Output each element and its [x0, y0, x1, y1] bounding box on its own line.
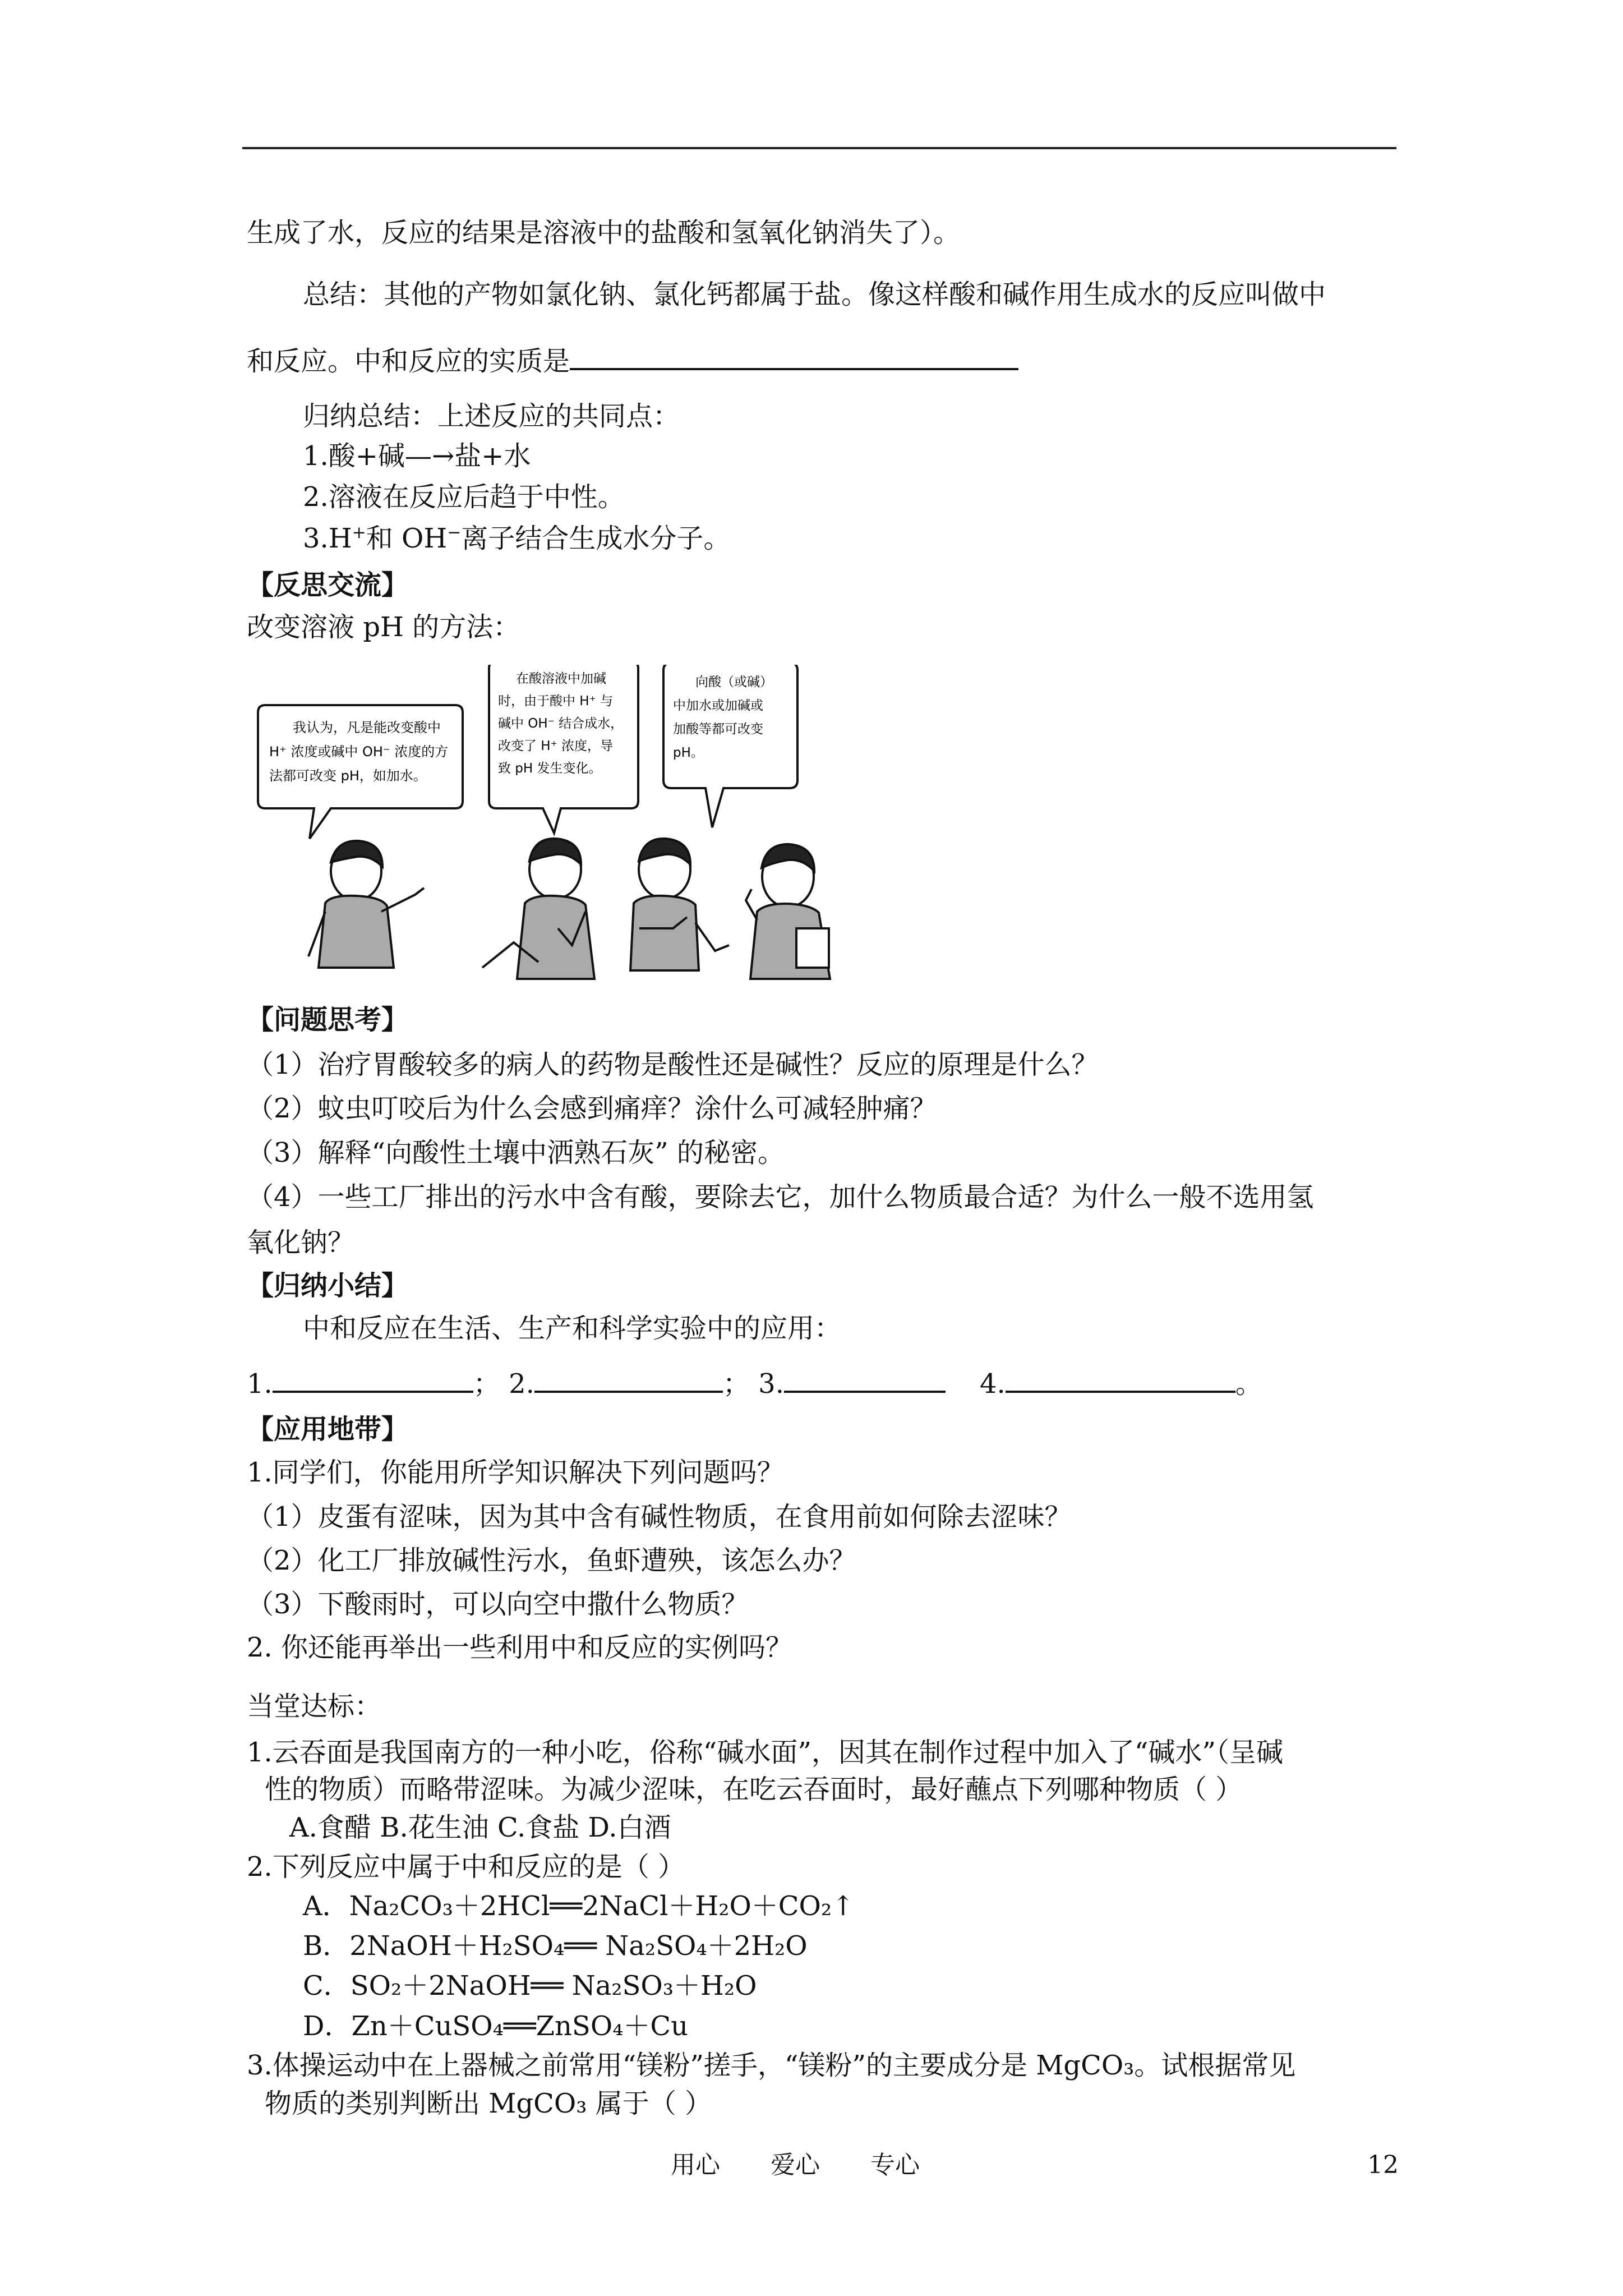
- test-q2-option-a: A．Na₂CO₃＋2HCl══2NaCl＋H₂O＋CO₂↑: [303, 1890, 855, 1922]
- test-q2: 2.下列反应中属于中和反应的是（ ）: [247, 1851, 685, 1883]
- student-4: [746, 844, 830, 979]
- application-heading: 【应用地带】: [247, 1414, 409, 1445]
- reflect-intro: 改变溶液 pH 的方法：: [247, 611, 520, 643]
- questions-heading: 【问题思考】: [247, 1004, 409, 1036]
- reflect-heading: 【反思交流】: [247, 569, 409, 601]
- answer-blank-2[interactable]: [534, 1366, 723, 1393]
- induction-item-1: 1.酸+碱—→盐+水: [303, 440, 531, 472]
- footer-motto-1: 用心: [671, 2151, 720, 2179]
- test-q3-line-1: 3.体操运动中在上器械之前常用“镁粉”搓手，“镁粉”的主要成分是 MgCO₃。试根据常见: [247, 2050, 1296, 2081]
- conclusion-heading: 【归纳小结】: [247, 1270, 409, 1301]
- answer-blank[interactable]: [570, 343, 1018, 370]
- continuation-text: 生成了水，反应的结果是溶液中的盐酸和氢氧化钠消失了）。: [247, 217, 961, 249]
- test-q1-line-2: 性的物质）而略带涩味。为减少涩味，在吃云吞面时，最好蘸点下列哪种物质（ ）: [265, 1774, 1243, 1805]
- test-heading: 当堂达标：: [247, 1691, 382, 1722]
- conclusion-blanks: 1. ； 2. ； 3. 4. 。: [247, 1366, 1262, 1401]
- answer-blank-4[interactable]: [1006, 1366, 1235, 1393]
- bubble-3-line-1: 向酸（或碱）: [695, 675, 773, 689]
- question-4-line-2: 氧化钠？: [247, 1227, 355, 1258]
- application-sub-2: （2）化工厂排放碱性污水，鱼虾遭殃，该怎么办？: [247, 1545, 856, 1576]
- induction-item-2: 2.溶液在反应后趋于中性。: [303, 481, 625, 513]
- footer-motto-2: 爱心: [771, 2151, 820, 2179]
- application-prompt-1: 1.同学们，你能用所学知识解决下列问题吗？: [247, 1457, 784, 1488]
- test-q2-option-c: C．SO₂＋2NaOH══ Na₂SO₃＋H₂O: [303, 1970, 757, 2001]
- discussion-illustration: [247, 665, 869, 984]
- bubble-3-line-4: pH。: [673, 746, 704, 760]
- test-q1-line-1: 1.云吞面是我国南方的一种小吃，俗称“碱水面”，因其在制作过程中加入了“碱水”（呈碱: [247, 1737, 1283, 1768]
- bubble-1-line-2: H⁺ 浓度或碱中 OH⁻ 浓度的方: [269, 744, 449, 760]
- footer-motto-3: 专心: [870, 2151, 920, 2179]
- test-q2-option-b: B．2NaOH＋H₂SO₄══ Na₂SO₄＋2H₂O: [303, 1930, 808, 1962]
- bubble-3-line-3: 加酸等都可改变: [673, 722, 763, 737]
- test-q3-line-2: 物质的类别判断出 MgCO₃ 属于（ ）: [265, 2088, 712, 2119]
- bubble-1-line-1: 我认为，凡是能改变酸中: [293, 720, 441, 735]
- test-q2-option-d: D．Zn＋CuSO₄══ZnSO₄＋Cu: [303, 2010, 689, 2042]
- induction-title: 归纳总结：上述反应的共同点：: [303, 401, 680, 432]
- answer-blank-1[interactable]: [273, 1366, 473, 1393]
- question-3: （3）解释“向酸性土壤中洒熟石灰” 的秘密。: [247, 1137, 785, 1168]
- question-4-line-1: （4）一些工厂排出的污水中含有酸，要除去它，加什么物质最合适？为什么一般不选用氢: [247, 1181, 1314, 1213]
- question-2: （2）蚊虫叮咬后为什么会感到痛痒？涂什么可减轻肿痛？: [247, 1093, 937, 1124]
- bubble-2-line-1: 在酸溶液中加碱: [516, 671, 606, 686]
- question-1: （1）治疗胃酸较多的病人的药物是酸性还是碱性？反应的原理是什么？: [247, 1049, 1099, 1080]
- summary-line-2: 和反应。中和反应的实质是: [247, 343, 1018, 378]
- application-sub-1: （1）皮蛋有涩味，因为其中含有碱性物质，在食用前如何除去涩味？: [247, 1501, 1072, 1533]
- bubble-2-line-4: 改变了 H⁺ 浓度，导: [498, 739, 614, 753]
- header-rule: [242, 147, 1396, 149]
- page-number: 12: [1367, 2151, 1399, 2179]
- bubble-1-line-3: 法都可改变 pH，如加水。: [269, 768, 427, 784]
- student-3: [630, 839, 729, 970]
- bubble-2-line-3: 碱中 OH⁻ 结合成水，: [498, 716, 624, 731]
- student-1: [308, 841, 424, 968]
- application-sub-3: （3）下酸雨时，可以向空中撒什么物质？: [247, 1589, 749, 1620]
- induction-item-3: 3.H+和 OH−离子结合生成水分子。: [303, 523, 731, 554]
- bubble-2-line-5: 致 pH 发生变化。: [498, 761, 602, 776]
- conclusion-intro: 中和反应在生活、生产和科学实验中的应用：: [303, 1313, 842, 1344]
- student-2: [482, 839, 594, 979]
- application-prompt-2: 2. 你还能再举出一些利用中和反应的实例吗？: [247, 1632, 793, 1663]
- answer-blank-3[interactable]: [784, 1366, 946, 1393]
- summary-line-1: 总结：其他的产物如氯化钠、氯化钙都属于盐。像这样酸和碱作用生成水的反应叫做中: [303, 279, 1326, 310]
- bubble-2-line-2: 时，由于酸中 H⁺ 与: [498, 694, 614, 708]
- test-q1-options: A.食醋 B.花生油 C.食盐 D.白酒: [289, 1812, 671, 1843]
- bubble-3-line-2: 中加水或加碱或: [673, 698, 763, 713]
